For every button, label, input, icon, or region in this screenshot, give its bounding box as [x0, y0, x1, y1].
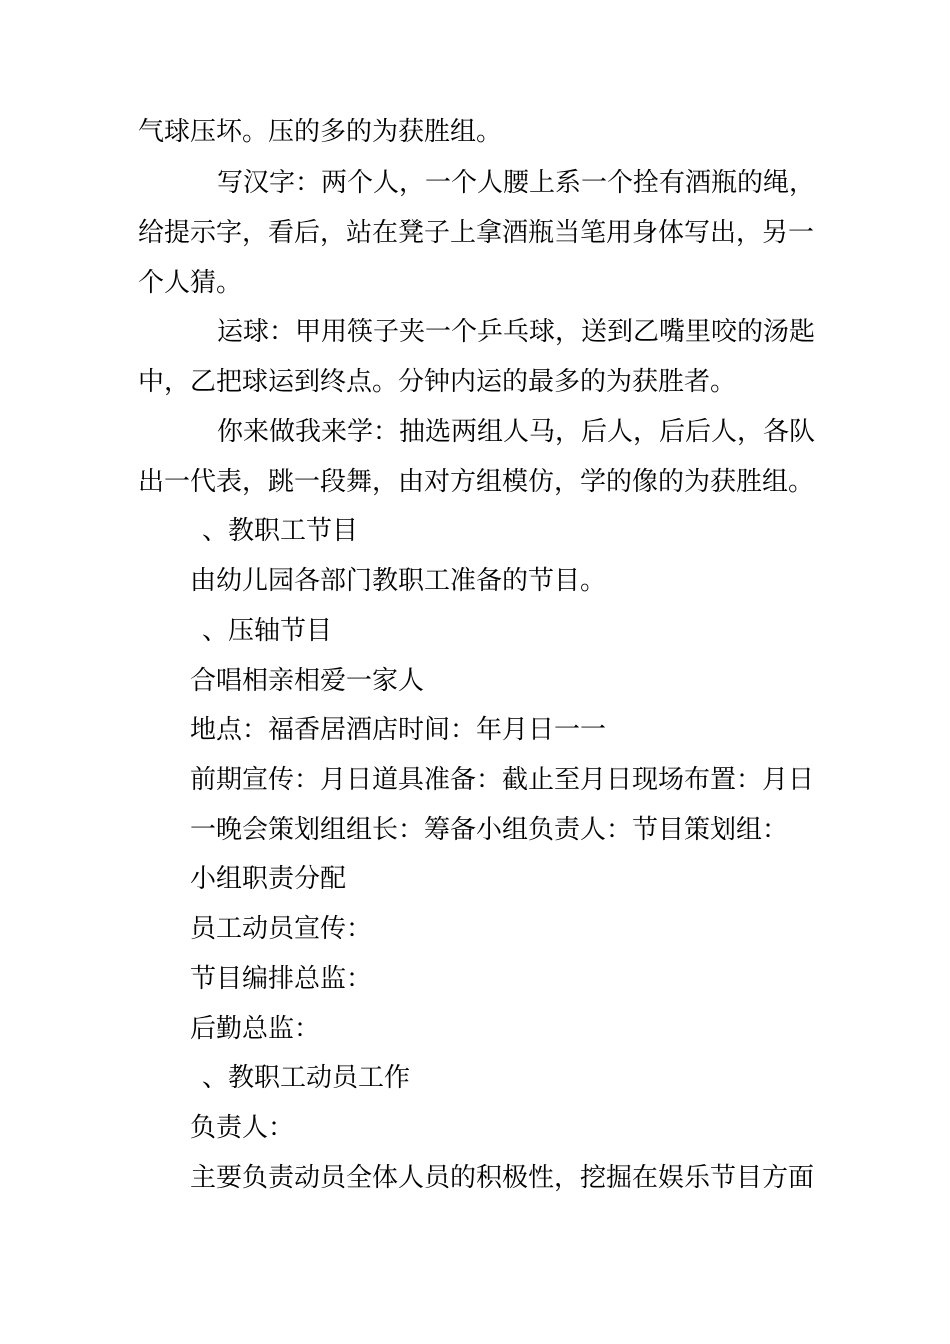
text-line-6: 中，乙把球运到终点。分钟内运的最多的为获胜者。 — [138, 367, 737, 397]
text-line-21: 负责人： — [190, 1113, 295, 1143]
text-line-13: 地点：福香居酒店时间：年月日一一 — [190, 715, 607, 745]
text-line-3: 给提示字，看后，站在凳子上拿酒瓶当笔用身体写出，另一 — [138, 218, 815, 248]
text-line-22: 主要负责动员全体人员的积极性，挖掘在娱乐节目方面 — [190, 1163, 815, 1193]
text-line-12: 合唱相亲相爱一家人 — [190, 666, 425, 696]
text-line-19: 后勤总监： — [190, 1014, 321, 1044]
section-heading-staff-program: 、教职工节目 — [202, 516, 359, 546]
text-line-4: 个人猜。 — [138, 268, 243, 298]
text-line-10: 由幼儿园各部门教职工准备的节目。 — [190, 566, 607, 596]
text-line-5: 运球：甲用筷子夹一个乒乓球，送到乙嘴里咬的汤匙 — [217, 317, 816, 347]
text-line-18: 节目编排总监： — [190, 964, 373, 994]
text-line-15: 一晚会策划组组长：筹备小组负责人：节目策划组： — [190, 815, 789, 845]
text-line-14: 前期宣传：月日道具准备：截止至月日现场布置：月日 — [190, 765, 815, 795]
text-line-16: 小组职责分配 — [190, 864, 347, 894]
text-line-8: 出一代表，跳一段舞，由对方组模仿，学的像的为获胜组。 — [138, 467, 815, 497]
section-heading-mobilization: 、教职工动员工作 — [202, 1063, 411, 1093]
section-heading-finale: 、压轴节目 — [202, 616, 333, 646]
text-line-17: 员工动员宣传： — [190, 914, 373, 944]
text-line-1: 气球压坏。压的多的为获胜组。 — [138, 117, 503, 147]
text-line-2: 写汉字：两个人，一个人腰上系一个拴有酒瓶的绳， — [217, 168, 816, 198]
text-line-7: 你来做我来学：抽选两组人马，后人，后后人，各队 — [217, 417, 816, 447]
